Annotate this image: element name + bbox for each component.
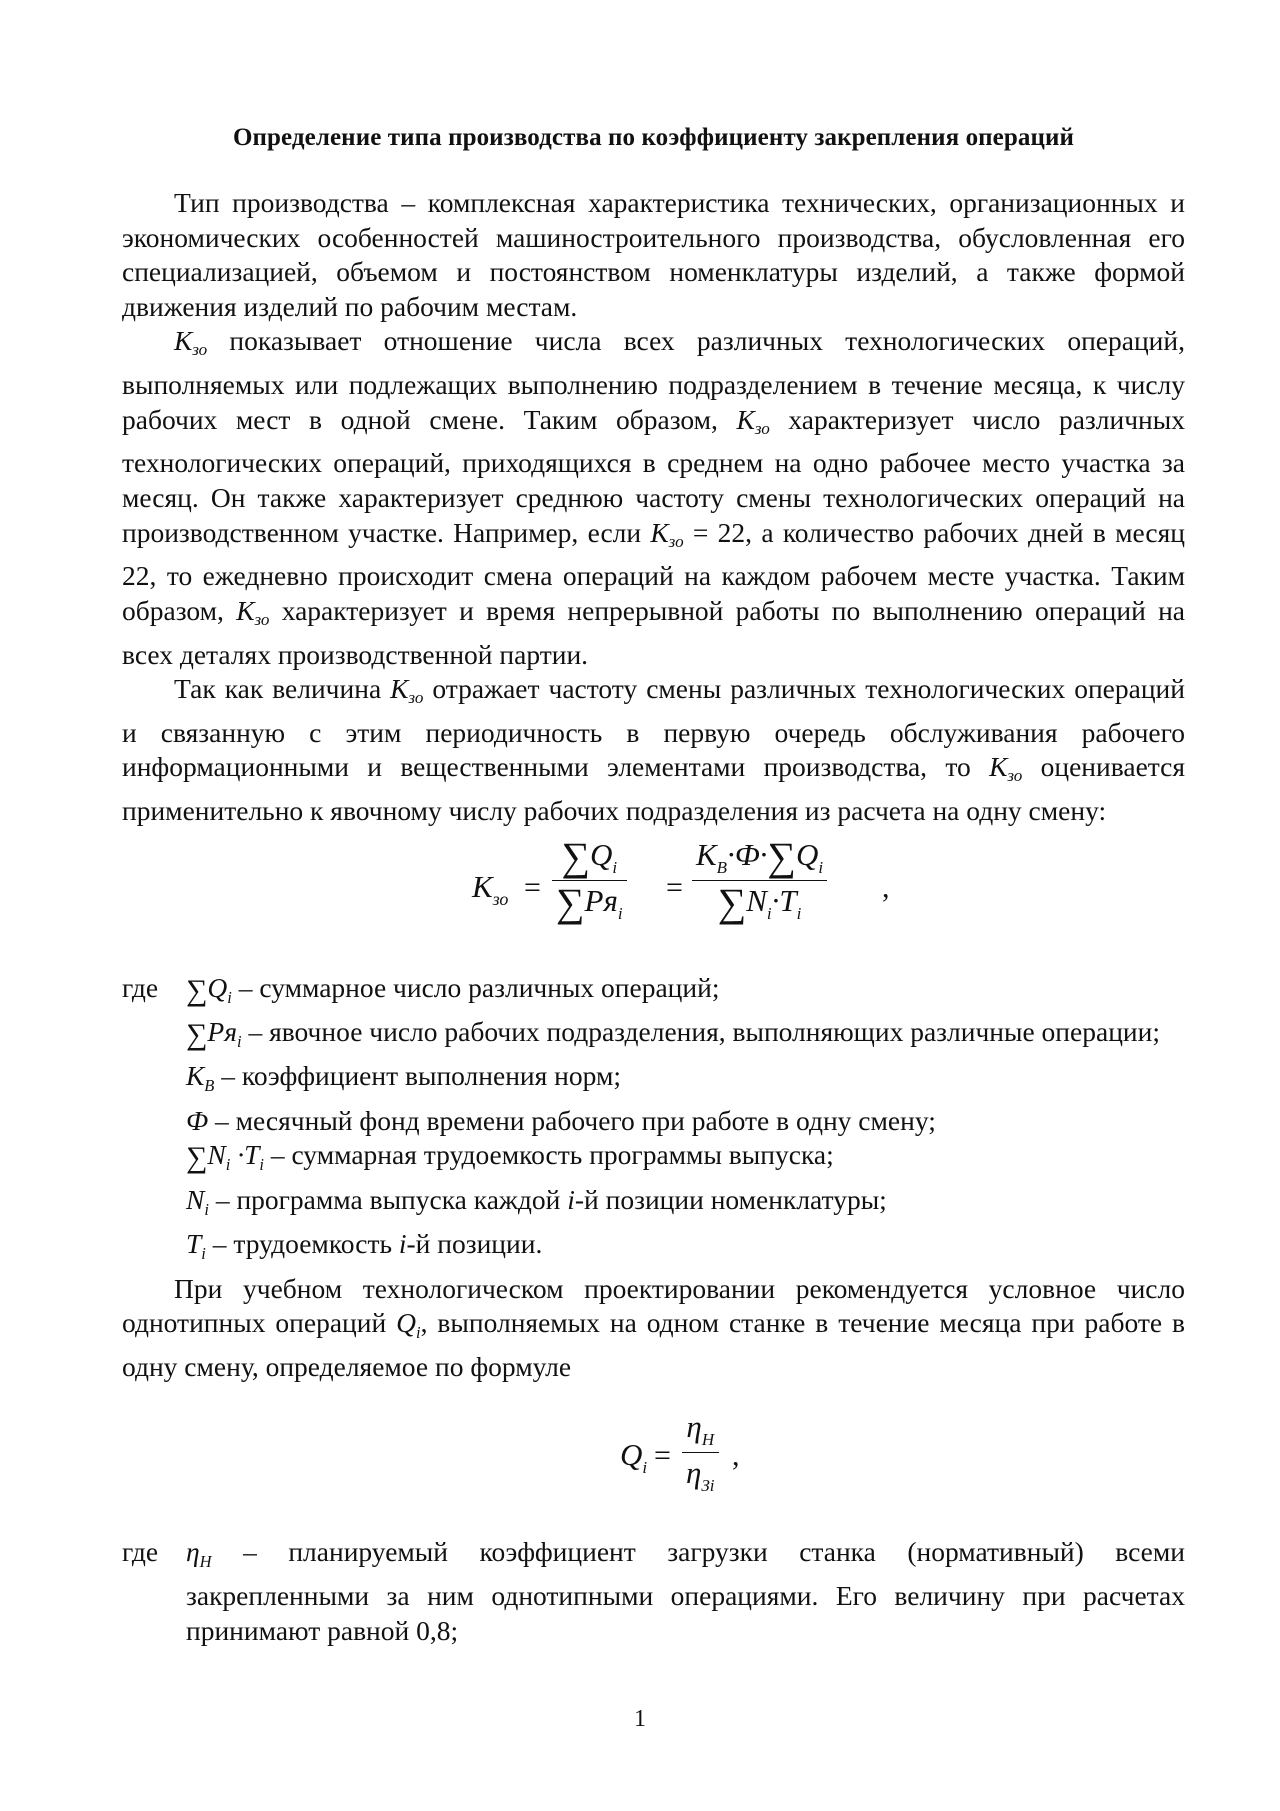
formula-kzo: $К_{зо}$ = $\sum Q_i$ $\sum Pя_i$ = $К_В\cdot Ф\cdot\sum Q_i$ $\sum N_i\cdot T_i$ ,: [472, 833, 890, 925]
paragraph-qi-recommendation: При учебном технологическом проектировании рекомендуется условное число однотипных операций $Q_i$, выполняемых на одном станке в течение месяца при работе в одну смену, определяемое по формуле: [122, 1272, 1185, 1383]
definition-eta-block: [122, 1535, 1185, 1649]
formula-lhs: $К_{зо}$: [472, 868, 509, 909]
paragraph-kzo-evaluation: Так как величина $К_{зо}$ отражает частоту смены различных технологических операций и связанную с этим периодичность в первую очередь обслуживания рабочего информационными и вещественными элементами производства, то $К_{зо}$ оценивается применительно к явочному числу рабочих подразделения из расчета на одну смену:: [122, 673, 1185, 827]
def-sum-q: $\sum Q_i$ – суммарное число различных операций;: [186, 971, 720, 1007]
def-phi: Ф – месячный фонд времени рабочего при работе в одну смену;: [186, 1104, 936, 1136]
paragraph-kzo-definition: $К_{зо}$ показывает отношение числа всех различных технологических операций, выполняемых или подлежащих выполнению подразделением в течение месяца, к числу рабочих мест в одной смене. Таким образом, $К_{зо}$ характеризует число различных технологических операций, приходящихся в среднем на одно рабочее место участка за месяц. Он также характеризует среднюю частоту смены технологических операций на производственном участке. Например, если $К_{зо} = 22$, а количество рабочих дней в месяц 22, то ежедневно происходит смена операций на каждом рабочем месте участка. Таким образом, $К_{зо}$ характеризует и время непрерывной работы по выполнению операций на всех деталях производственной партии.: [122, 325, 1185, 670]
def-ti: $T_i$ – трудоемкость i-й позиции.: [186, 1228, 543, 1263]
fraction-kv-phi-over-sum-nt: $К_В\cdot Ф\cdot\sum Q_i$ $\sum N_i\cdot T_i$: [692, 837, 827, 924]
page-number: 1: [634, 1706, 646, 1732]
document-page: [122, 124, 1185, 1649]
formula-lhs: $Q_i$: [620, 1437, 648, 1478]
kzo-symbol: $К_{зо}$: [236, 594, 270, 629]
where-label: где: [122, 1536, 159, 1568]
def-sum-nt: $\sum N_i \cdot T_i$ – суммарная трудоемкость программы выпуска;: [186, 1139, 834, 1175]
fraction-eta: $\eta_Н$ $\eta_{Зi}$: [682, 1409, 719, 1496]
page-title: Определение типа производства по коэффициенту закрепления операций: [233, 124, 1074, 151]
kzo-symbol: $К_{зо}$: [390, 673, 424, 708]
kzo-symbol: $К_{зо}$: [174, 325, 208, 360]
kzo-symbol: $К_{зо}$: [650, 516, 684, 551]
def-ni: $N_i$ – программа выпуска каждой i-й позиции номенклатуры;: [186, 1183, 887, 1219]
def-kv: $К_В$ – коэффициент выполнения норм;: [186, 1060, 622, 1096]
def-sum-p: $\sum Pя_i$ – явочное число рабочих подразделения, выполняющих различные операции;: [186, 1016, 1160, 1052]
kzo-symbol: $К_{зо}$: [736, 403, 770, 438]
kzo-symbol: $К_{зо}$: [989, 751, 1023, 786]
paragraph-production-type: Тип производства – комплексная характеристика технических, организационных и экономических особенностей машиностроительного производства, обусловленная его специализацией, объемом и постоянством номенклатуры изделий, а также формой движения изделий по рабочим местам.: [122, 187, 1185, 322]
fraction-sum-q-over-sum-p: $\sum Q_i$ $\sum Pя_i$: [552, 837, 627, 924]
def-eta-h: $\eta_Н$ – планируемый коэффициент загрузки станка (нормативный) всеми закрепленными за ним однотипными операциями. Его величину при расчетах принимают равной 0,8;: [186, 1536, 1185, 1646]
formula-qi: $Q_i$ = $\eta_Н$ $\eta_{Зi}$ ,: [620, 1409, 740, 1496]
where-label: где: [122, 971, 159, 1003]
definitions-block: [122, 971, 1185, 1272]
